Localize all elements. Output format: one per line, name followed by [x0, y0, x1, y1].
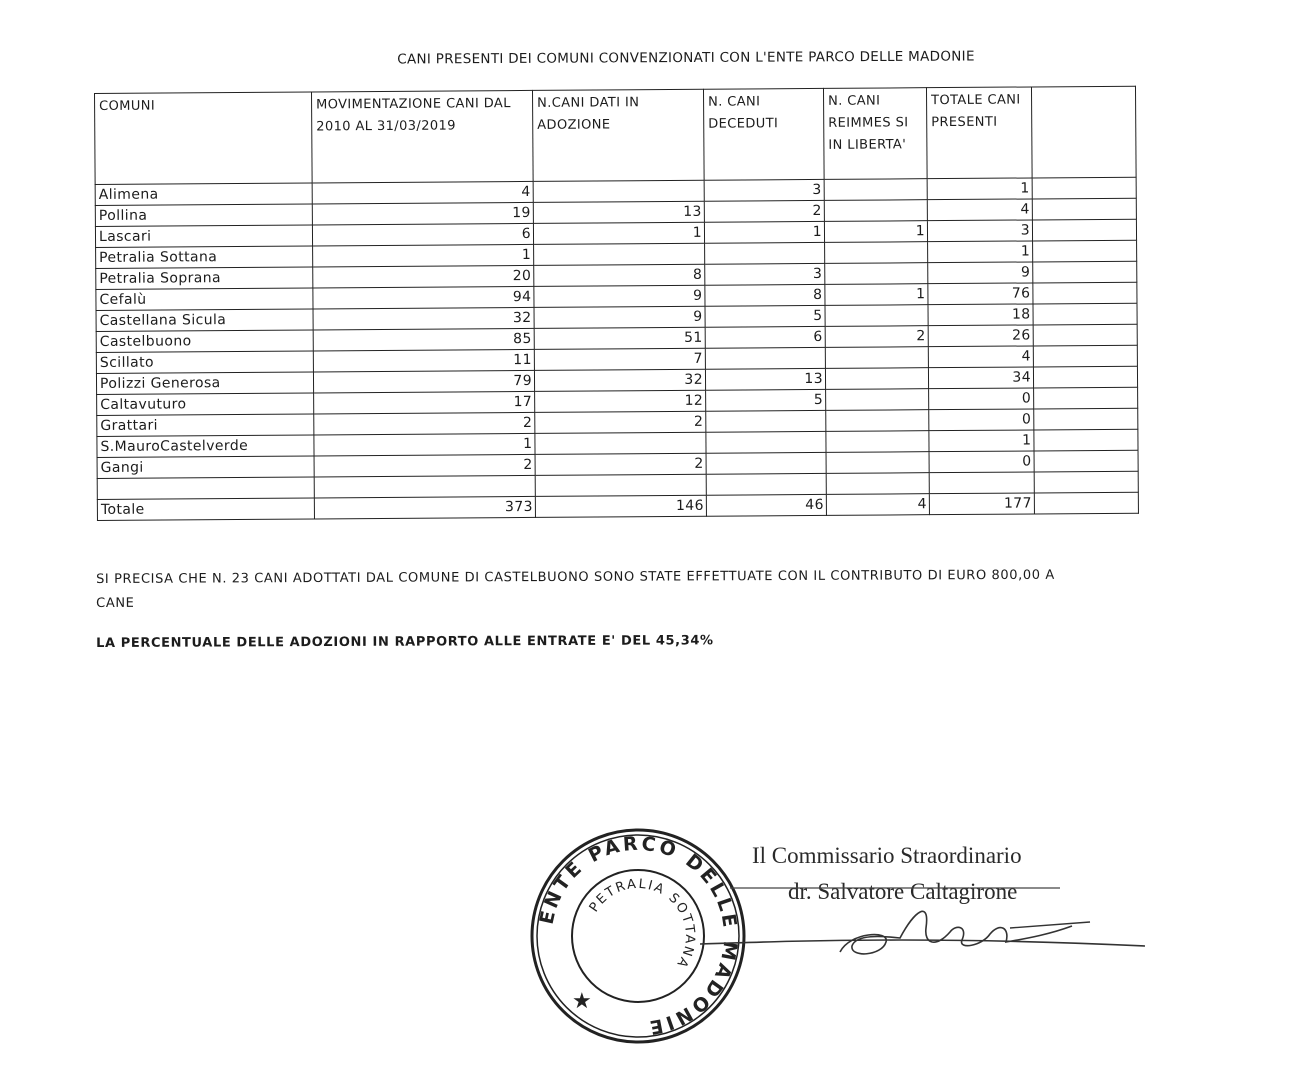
- cell-comune: Petralia Sottana: [96, 246, 313, 269]
- cell-value: [825, 242, 928, 264]
- cell-value: 1: [824, 221, 927, 243]
- cell-value: 0: [929, 451, 1034, 473]
- cell-value: [705, 347, 825, 369]
- cell-value: [706, 410, 826, 432]
- cell-value: [826, 410, 929, 432]
- cell-value: 4: [928, 346, 1033, 368]
- cell-comune: Grattari: [97, 414, 314, 437]
- cell-value: 2: [314, 454, 535, 477]
- cell-value: 94: [313, 286, 534, 309]
- document-title: CANI PRESENTI DEI COMUNI CONVENZIONATI CON L'ENTE PARCO DELLE MADONIE: [397, 48, 975, 68]
- cell-comune: Alimena: [95, 183, 312, 206]
- cell-value: 8: [534, 264, 705, 286]
- cell-value: [825, 347, 928, 369]
- cell-value: 11: [313, 349, 534, 372]
- cell-comune: Castelbuono: [96, 330, 313, 353]
- cell-value: 26: [928, 325, 1033, 347]
- cell-comune: Lascari: [95, 225, 312, 248]
- cell-value: 18: [928, 304, 1033, 326]
- cell-value: 4: [312, 181, 533, 204]
- cell-value: 8: [705, 284, 825, 306]
- svg-text:PETRALIA SOTTANA: [587, 877, 698, 972]
- cell-value: 1: [928, 241, 1033, 263]
- cell-comune: Caltavuturo: [97, 393, 314, 416]
- cell-value: 76: [928, 283, 1033, 305]
- header-empty: [1031, 86, 1136, 178]
- cell-value: [1033, 282, 1137, 304]
- cell-value: [1033, 324, 1137, 346]
- cell-value: [1032, 198, 1136, 220]
- cell-value: 2: [314, 412, 535, 435]
- cell-value: [1032, 177, 1136, 199]
- header-reimmessi: N. CANI REIMMES SI IN LIBERTA': [823, 88, 927, 180]
- table-body: [95, 177, 1138, 520]
- cell-value: [314, 475, 535, 498]
- cell-value: 2: [535, 453, 706, 475]
- cell-value: [826, 431, 929, 453]
- cell-value: [824, 200, 927, 222]
- cell-value: 373: [314, 496, 535, 519]
- cell-comune: [97, 477, 314, 500]
- cell-value: [1034, 471, 1138, 493]
- cell-value: [1034, 450, 1138, 472]
- cell-value: 3: [705, 263, 825, 285]
- cell-value: 0: [929, 409, 1034, 431]
- cell-value: [825, 368, 928, 390]
- dogs-table: [94, 86, 1139, 521]
- cell-value: 34: [928, 367, 1033, 389]
- cell-value: 4: [927, 199, 1032, 221]
- cell-value: 9: [534, 306, 705, 328]
- header-deceduti: N. CANI DECEDUTI: [703, 88, 824, 180]
- header-movimentazione: MOVIMENTAZIONE CANI DAL 2010 AL 31/03/2019: [311, 90, 533, 183]
- cell-value: 2: [535, 411, 706, 433]
- cell-comune: Scillato: [96, 351, 313, 374]
- cell-value: [1034, 492, 1138, 514]
- cell-value: 51: [534, 327, 705, 349]
- cell-value: 177: [929, 493, 1034, 515]
- cell-value: 46: [706, 494, 826, 516]
- cell-value: [1034, 408, 1138, 430]
- note-percentage: LA PERCENTUALE DELLE ADOZIONI IN RAPPORTO ALLE ENTRATE E' DEL 45,34%: [96, 633, 714, 651]
- cell-value: 1: [825, 284, 928, 306]
- cell-comune: Totale: [97, 498, 314, 521]
- cell-value: 1: [704, 221, 824, 243]
- cell-value: 1: [927, 178, 1032, 200]
- cell-value: 6: [312, 223, 533, 246]
- cell-value: 4: [826, 494, 929, 516]
- cell-value: [705, 242, 825, 264]
- header-totale-presenti: TOTALE CANI PRESENTI: [926, 87, 1032, 179]
- cell-value: 2: [704, 200, 824, 222]
- cell-value: [535, 474, 706, 496]
- cell-comune: Cefalù: [96, 288, 313, 311]
- cell-value: [534, 243, 705, 265]
- cell-comune: Pollina: [95, 204, 312, 227]
- cell-value: [825, 305, 928, 327]
- cell-value: 5: [705, 305, 825, 327]
- signature-role: Il Commissario Straordinario: [752, 843, 1022, 868]
- cell-value: [826, 452, 929, 474]
- cell-value: 6: [705, 326, 825, 348]
- cell-value: 17: [314, 391, 535, 414]
- cell-value: 20: [313, 265, 534, 288]
- table-header-row: [95, 86, 1137, 184]
- cell-value: [706, 473, 826, 495]
- cell-value: 1: [533, 222, 704, 244]
- cell-value: [826, 389, 929, 411]
- cell-value: 13: [533, 201, 704, 223]
- cell-value: 0: [929, 388, 1034, 410]
- cell-value: 1: [929, 430, 1034, 452]
- cell-value: 2: [825, 326, 928, 348]
- cell-value: 9: [534, 285, 705, 307]
- cell-value: [1033, 240, 1137, 262]
- handwritten-signature: [700, 880, 1160, 970]
- cell-value: [706, 452, 826, 474]
- cell-value: 146: [535, 495, 706, 517]
- cell-value: [535, 432, 706, 454]
- cell-value: [1034, 387, 1138, 409]
- cell-value: 7: [534, 348, 705, 370]
- cell-comune: S.MauroCastelverde: [97, 435, 314, 458]
- cell-value: 32: [313, 307, 534, 330]
- cell-value: 19: [312, 202, 533, 225]
- cell-comune: Polizzi Generosa: [96, 372, 313, 395]
- cell-comune: Castellana Sicula: [96, 309, 313, 332]
- cell-value: [533, 180, 704, 202]
- stamp-star: ★: [572, 989, 592, 1014]
- cell-value: [1033, 261, 1137, 283]
- cell-value: 1: [313, 244, 534, 267]
- header-adozione: N.CANI DATI IN ADOZIONE: [532, 89, 704, 181]
- cell-value: [706, 431, 826, 453]
- cell-value: 3: [927, 220, 1032, 242]
- stamp-outer-text: ENTE PARCO DELLE MADONIE: [535, 832, 742, 1039]
- cell-value: 5: [706, 389, 826, 411]
- cell-value: [1033, 345, 1137, 367]
- cell-value: 1: [314, 433, 535, 456]
- cell-value: 3: [704, 179, 824, 201]
- cell-value: [1034, 429, 1138, 451]
- cell-value: 85: [313, 328, 534, 351]
- cell-value: [1032, 219, 1136, 241]
- cell-value: 13: [705, 368, 825, 390]
- cell-value: 12: [535, 390, 706, 412]
- cell-comune: Petralia Soprana: [96, 267, 313, 290]
- signature-name: dr. Salvatore Caltagirone: [788, 879, 1018, 904]
- cell-value: 9: [928, 262, 1033, 284]
- cell-value: 32: [534, 369, 705, 391]
- cell-value: [824, 179, 927, 201]
- cell-value: [1033, 366, 1137, 388]
- stamp-inner-text: PETRALIA SOTTANA: [586, 876, 698, 972]
- cell-value: [1033, 303, 1137, 325]
- header-comuni: COMUNI: [95, 92, 313, 185]
- cell-comune: Gangi: [97, 456, 314, 479]
- cell-value: [825, 263, 928, 285]
- note-castelbuono: SI PRECISA CHE N. 23 CANI ADOTTATI DAL COMUNE DI CASTELBUONO SONO STATE EFFETTUATE CON IL CONTRIBUTO DI EURO 800,00 A CANE: [96, 567, 1055, 611]
- cell-value: 79: [313, 370, 534, 393]
- cell-value: [826, 473, 929, 495]
- cell-value: [929, 472, 1034, 494]
